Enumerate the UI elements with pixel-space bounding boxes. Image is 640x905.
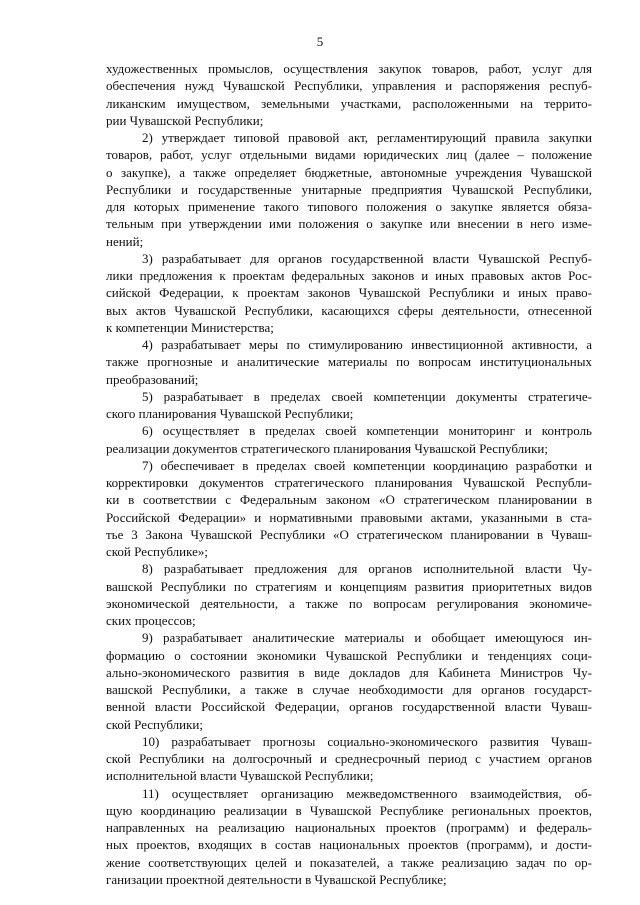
text-line: к компетенции Министерства; (106, 319, 274, 335)
text-line: Российской Федерации» и нормативными правовыми актами, указанными в ста- (106, 509, 592, 525)
paragraph-first-line: 9) разрабатывает аналитические материалы и обобщает имеющуюся ин- (142, 630, 592, 646)
paragraph-first-line: 11) осуществляет организацию межведомственного взаимодействия, об- (142, 785, 592, 801)
text-line: товаров, работ, услуг отдельными видами юридических лиц (далее – положение (106, 147, 592, 163)
paragraph-first-line: 5) разрабатывает в пределах своей компетенции документы стратегиче- (142, 388, 592, 404)
text-line: реализации документов стратегического планирования Чувашской Республики; (106, 440, 548, 456)
text-line: для которых применение такого типового положения о закупке является обяза- (106, 199, 592, 214)
paragraph-first-line: 4) разрабатывает меры по стимулированию инвестиционной активности, а (142, 337, 592, 352)
text-line: тье 3 Закона Чувашской Республики «О стратегическом планировании в Чуваш- (106, 526, 592, 542)
text-line: ской Республике»; (106, 544, 208, 559)
text-line: вашской Республики по стратегиям и концепциям развития приоритетных видов (106, 578, 592, 594)
text-line: корректировки документов стратегического планирования Чувашской Республи- (106, 475, 592, 490)
text-line: художественных промыслов, осуществления закупок товаров, работ, услуг для (106, 61, 592, 76)
text-line: ской Республики на долгосрочный и среднесрочный период с участием органов (106, 751, 592, 766)
text-line: формацию о состоянии экономики Чувашской Республики и тенденциях соци- (106, 647, 592, 663)
text-line: ского планирования Чувашской Республики; (106, 406, 354, 421)
text-line: щую координацию реализации в Чувашской Республике региональных проектов, (106, 802, 592, 818)
paragraph-first-line: 6) осуществляет в пределах своей компетенции мониторинг и контроль (142, 423, 592, 439)
paragraph-first-line: 8) разрабатывает предложения для органов исполнительной власти Чу- (142, 561, 592, 577)
text-line: венной власти Российской Федерации, органов государственной власти Чуваш- (106, 699, 592, 715)
text-line: ликанским имуществом, земельными участками, расположенными на террито- (106, 95, 592, 111)
text-line: тельным при утверждении ими положения о закупке или внесении в него изме- (106, 216, 592, 232)
text-line: экономической деятельности, а также по вопросам регулирования экономиче- (106, 595, 592, 611)
text-line: рии Чувашской Республики; (106, 112, 264, 128)
text-line: ально-экономического развития в виде докладов для Кабинета Министров Чу- (106, 664, 592, 680)
text-line: ской Республики; (106, 716, 203, 732)
text-line: ганизации проектной деятельности в Чувашской Республике; (106, 871, 447, 887)
text-line: сийской Федерации, к проектам законов Чувашской Республики и иных право- (106, 285, 592, 301)
page-number: 5 (316, 34, 324, 49)
text-line: также прогнозные и аналитические материалы по вопросам институциональных (106, 354, 592, 370)
text-line: направленных на реализацию национальных проектов (программ) и федераль- (106, 820, 592, 835)
paragraph-first-line: 3) разрабатывает для органов государственной власти Чувашской Респуб- (142, 250, 592, 266)
text-line: вых актов Чувашской Республики, касающихся сферы деятельности, отнесенной (106, 302, 592, 318)
text-line: вашской Республики, а также в случае необходимости для органов государст- (106, 682, 592, 697)
text-line: обеспечения нужд Чувашской Республики, управления и распоряжения респуб- (106, 78, 592, 94)
text-line: преобразований; (106, 371, 199, 387)
text-line: лики предложения к проектам федеральных законов и иных правовых актов Рос- (106, 268, 592, 283)
text-line: ных проектов, входящих в состав национальных проектов (программ), и дости- (106, 837, 592, 853)
paragraph-first-line: 7) обеспечивает в пределах своей компетенции координацию разработки и (142, 457, 592, 473)
text-line: нений; (106, 233, 144, 249)
paragraph-first-line: 2) утверждает типовой правовой акт, регламентирующий правила закупки (142, 130, 592, 145)
text-line: ских процессов; (106, 613, 196, 628)
text-line: жение соответствующих целей и показателей, а также реализацию задач по ор- (106, 854, 592, 870)
paragraph-first-line: 10) разрабатывает прогнозы социально-экономического развития Чуваш- (142, 733, 592, 749)
text-line: Республики и государственные унитарные предприятия Чувашской Республики, (106, 181, 592, 197)
text-line: ки в соответствии с Федеральным законом «О стратегическом планировании в (106, 492, 592, 508)
text-line: исполнительной власти Чувашской Республики; (106, 768, 374, 784)
text-line: о закупке), а также определяет бюджетные, автономные учреждения Чувашской (106, 164, 592, 180)
